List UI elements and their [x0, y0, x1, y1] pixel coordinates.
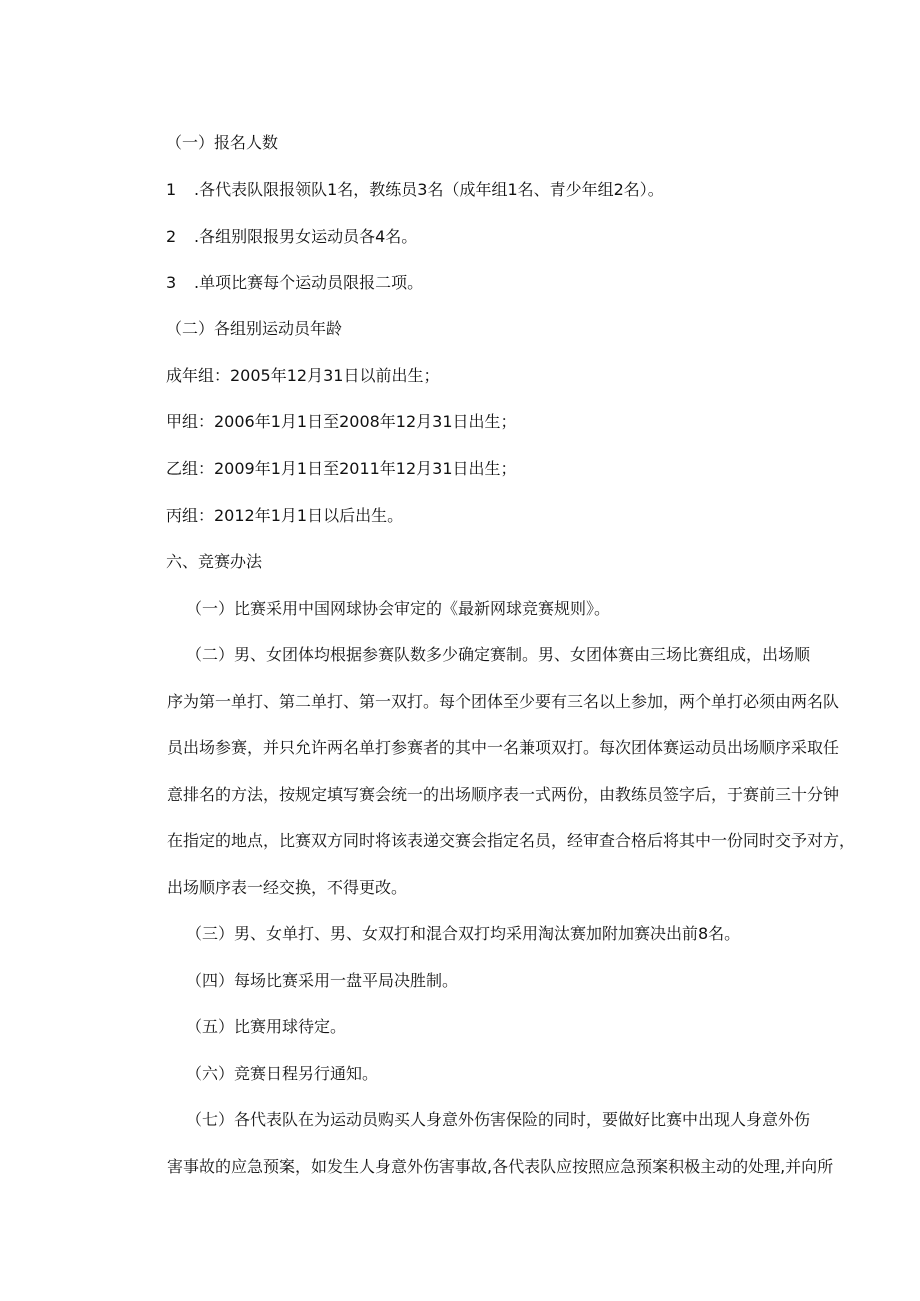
enroll-item-2: [166, 227, 417, 247]
enroll-item-3-text: .单项比赛每个运动员限报二项。: [194, 273, 424, 292]
rule-5: （五）比赛用球待定。: [186, 1017, 347, 1036]
rule-2-line-last: 出场顺序表一经交换，不得更改。: [167, 878, 408, 897]
rule-2-line: 意排名的方法，按规定填写赛会统一的出场顺序表一式两份，由教练员签字后，于赛前三十分钟: [167, 785, 840, 804]
rule-2-line: 在指定的地点，比赛双方同时将该表递交赛会指定名员，经审查合格后将其中一份同时交予对方，: [167, 831, 856, 850]
enroll-item-3: [166, 273, 423, 293]
rule-1: （一）比赛采用中国网球协会审定的《最新网球竞赛规则》。: [186, 599, 611, 618]
rule-3: （三）男、女单打、男、女双打和混合双打均采用淘汰赛加附加赛决出前8名。: [186, 924, 741, 943]
age-heading: （二）各组别运动员年龄: [166, 319, 343, 338]
enroll-heading: （一）报名人数: [166, 133, 279, 152]
rule-2-line: （二）男、女团体均根据参赛队数多少确定赛制。男、女团体赛由三场比赛组成，出场顺: [186, 645, 811, 664]
rule-2-line: 序为第一单打、第二单打、第一双打。每个团体至少要有三名以上参加，两个单打必须由两名队: [167, 692, 840, 711]
enroll-item-1-number: 1: [166, 180, 177, 199]
rule-2-line: 员出场参赛，并只允许两名单打参赛者的其中一名兼项双打。每次团体赛运动员出场顺序采取任: [167, 738, 840, 757]
rule-6: （六）竞赛日程另行通知。: [186, 1064, 379, 1083]
enroll-item-3-number: 3: [166, 273, 177, 292]
rules-heading: 六、竞赛办法: [166, 552, 263, 571]
age-group-a: 甲组：2006年1月1日至2008年12月31日出生；: [166, 412, 517, 431]
age-adult: 成年组：2005年12月31日以前出生；: [166, 366, 440, 385]
enroll-item-1-text: .各代表队限报领队1名，教练员3名（成年组1名、青少年组2名）。: [194, 180, 664, 199]
enroll-item-2-number: 2: [166, 227, 177, 246]
rule-7-line: （七）各代表队在为运动员购买人身意外伤害保险的同时，要做好比赛中出现人身意外伤: [186, 1110, 811, 1129]
enroll-item-2-text: .各组别限报男女运动员各4名。: [194, 227, 418, 246]
rule-7-line: 害事故的应急预案，如发生人身意外伤害事故,各代表队应按照应急预案积极主动的处理,并向所: [167, 1157, 834, 1176]
age-group-c: 丙组：2012年1月1日以后出生。: [166, 506, 404, 525]
age-group-b: 乙组：2009年1月1日至2011年12月31日出生；: [166, 459, 517, 478]
enroll-item-1: [166, 180, 664, 200]
rule-4: （四）每场比赛采用一盘平局决胜制。: [186, 971, 459, 990]
